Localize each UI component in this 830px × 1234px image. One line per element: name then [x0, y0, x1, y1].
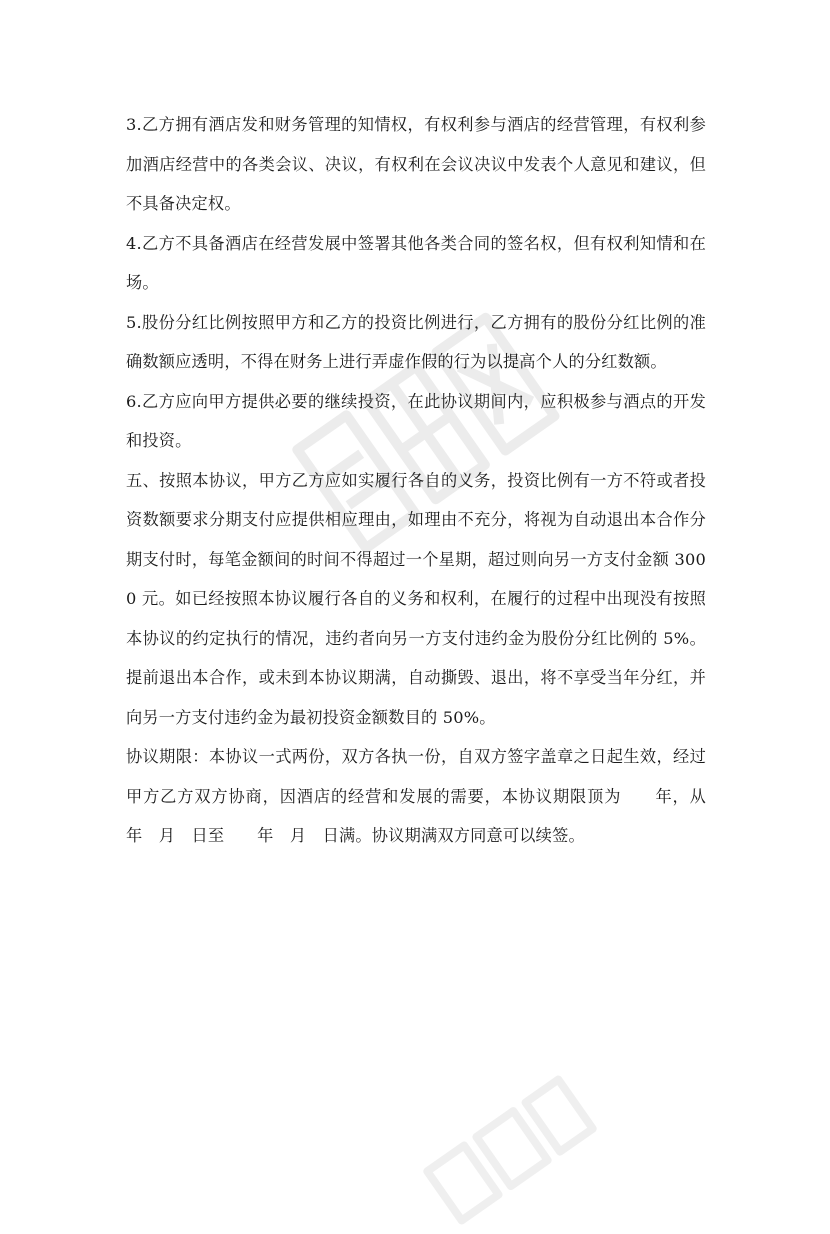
- clause-3: 3.乙方拥有酒店发和财务管理的知情权，有权利参与酒店的经营管理，有权利参加酒店经营中的各类会议、决议，有权利在会议决议中发表个人意见和建议，但不具备决定权。: [126, 115, 706, 213]
- document-body: [126, 105, 723, 856]
- watermark-logo-bottom: [413, 1066, 606, 1234]
- clause-5: 5.股份分红比例按照甲方和乙方的投资比例进行，乙方拥有的股份分红比例的准确数额应透明，不得在财务上进行弄虚作假的行为以提高个人的分红数额。: [126, 312, 706, 371]
- section-five: 五、按照本协议，甲方乙方应如实履行各自的义务，投资比例有一方不符或者投资数额要求分期支付应提供相应理由，如理由不充分，将视为自动退出本合作分期支付时，每笔金额间的时间不得超过一个星期，超过则向另一方支付金额 3000 元。如已经按照本协议履行各自的义务和权利，在履行的过程中出现没有按照本协议的约定执行的情况，违约者向另一方支付违约金为股份分红比例的 5%。提前退出本合作，或未到本协议期满，自动撕毁、退出，将不享受当年分红，并向另一方支付违约金为最初投资金额数目的 50%。: [126, 470, 706, 727]
- agreement-term: 协议期限：本协议一式两份，双方各执一份，自双方签字盖章之日起生效，经过甲方乙方双方协商，因酒店的经营和发展的需要，本协议期限顶为 年，从 年 月 日至 年 月 日满。协议期满双方同意可以续签。: [126, 747, 723, 845]
- clause-6: 6.乙方应向甲方提供必要的继续投资，在此协议期间内，应积极参与酒点的开发和投资。: [126, 391, 706, 450]
- clause-4: 4.乙方不具备酒店在经营发展中签署其他各类合同的签名权，但有权利知情和在场。: [126, 233, 706, 292]
